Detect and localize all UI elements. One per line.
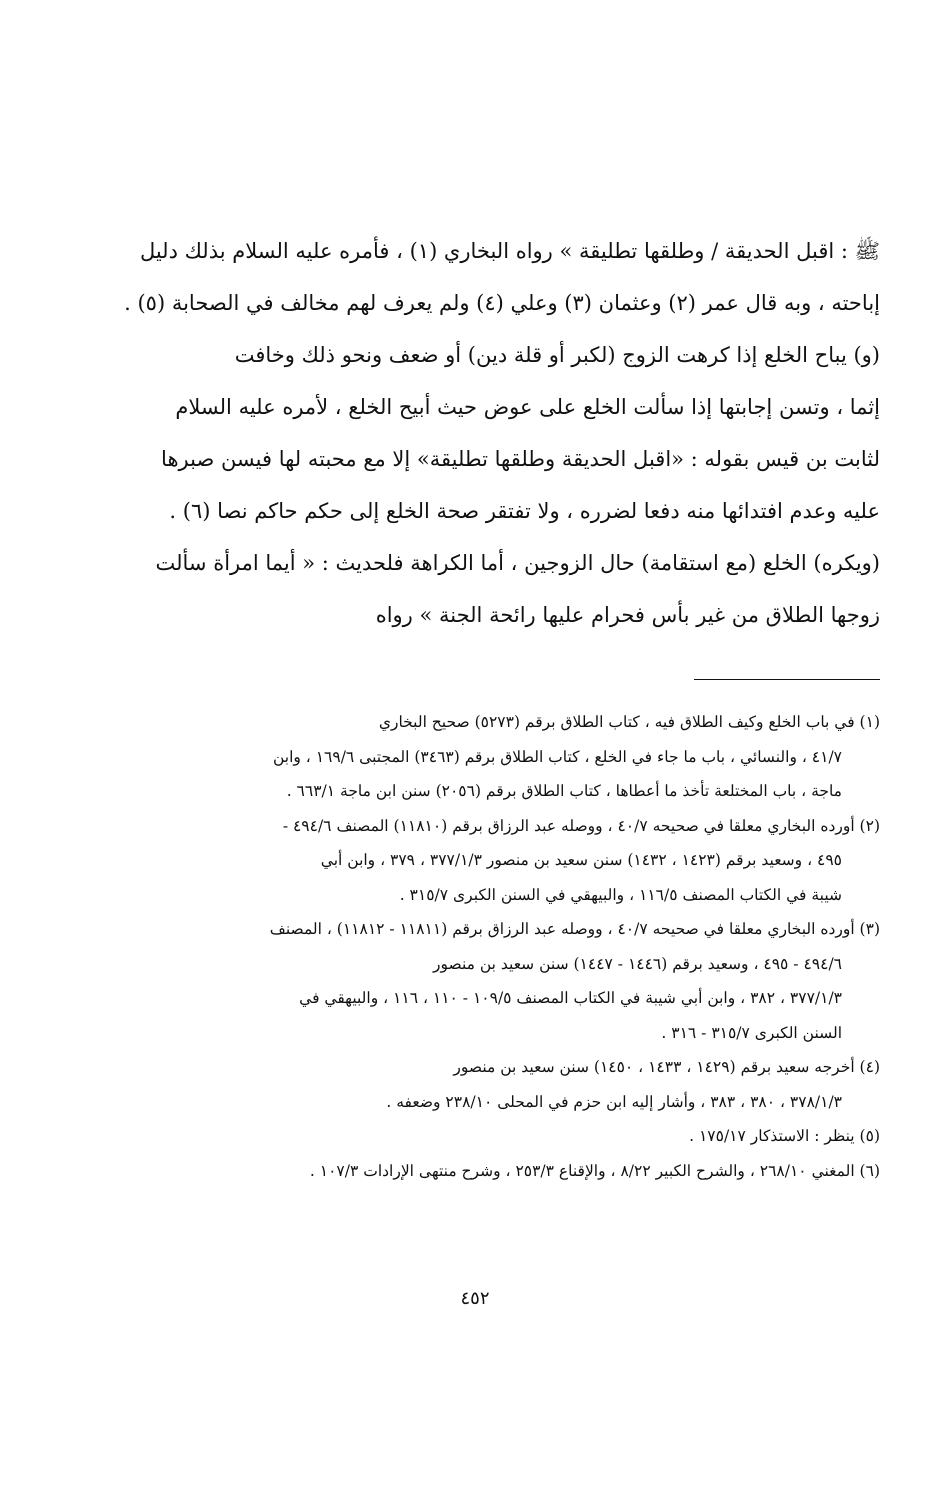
footnote-line: ٤١/٧ ، والنسائي ، باب ما جاء في الخلع ، كتاب الطلاق برقم (٣٤٦٣) المجتبى ١٦٩/٦ ، وابن	[272, 747, 842, 766]
footnote-line: ٣٧٧/١/٣ ، ٣٨٢ ، وابن أبي شيبة في الكتاب المصنف ١٠٩/٥ - ١١٠ ، ١١٦ ، والبيهقي في	[299, 989, 842, 1007]
main-line-3: (و) يباح الخلع إذا كرهت الزوج (لكبر أو قلة دين) أو ضعف ونحو ذلك وخافت	[234, 343, 880, 367]
footnote-4	[68, 1050, 880, 1119]
footnote-6	[68, 1154, 880, 1189]
footnote-separator	[694, 679, 880, 680]
footnote-line: شيبة في الكتاب المصنف ١١٦/٥ ، والبيهقي في السنن الكبرى ٣١٥/٧ .	[399, 885, 842, 904]
footnote-2	[68, 809, 880, 913]
main-line-1: ﷺ : اقبل الحديقة / وطلقها تطليقة » رواه البخاري (١) ، فأمره عليه السلام بذلك دليل	[139, 239, 880, 263]
footnote-line: (٤) أخرجه سعيد برقم (١٤٢٩ ، ١٤٣٣ ، ١٤٥٠) سنن سعيد بن منصور	[453, 1058, 880, 1076]
footnotes	[68, 705, 880, 1188]
footnote-line: (٣) أورده البخاري معلقا في صحيحه ٤٠/٧ ، ووصله عبد الرزاق برقم (١١٨١١ - ١١٨١٢) ، المصنف	[269, 920, 880, 938]
main-line-4: إثما ، وتسن إجابتها إذا سألت الخلع على عوض حيث أبيح الخلع ، لأمره عليه السلام	[175, 395, 880, 419]
footnote-5	[68, 1119, 880, 1154]
footnote-1	[68, 705, 880, 809]
footnote-line: ٤٩٤/٦ - ٤٩٥ ، وسعيد برقم (١٤٤٦ - ١٤٤٧) سنن سعيد بن منصور	[433, 954, 842, 973]
page-content	[68, 225, 880, 1180]
main-line-8: زوجها الطلاق من غير بأس فحرام عليها رائحة الجنة » رواه	[375, 603, 880, 627]
footnote-line: (١) في باب الخلع وكيف الطلاق فيه ، كتاب الطلاق برقم (٥٢٧٣) صحيح البخاري	[378, 713, 880, 731]
footnote-line: ٣٧٨/١/٣ ، ٣٨٠ ، ٣٨٣ ، وأشار إليه ابن حزم في المحلى ٢٣٨/١٠ وضعفه .	[386, 1092, 842, 1111]
main-line-5: لثابت بن قيس بقوله : «اقبل الحديقة وطلقها تطليقة» إلا مع محبته لها فيسن صبرها	[161, 447, 880, 471]
footnote-line: السنن الكبرى ٣١٥/٧ - ٣١٦ .	[661, 1023, 842, 1042]
main-line-2: إباحته ، وبه قال عمر (٢) وعثمان (٣) وعلي (٤) ولم يعرف لهم مخالف في الصحابة (٥) .	[124, 291, 880, 315]
main-line-7: (ويكره) الخلع (مع استقامة) حال الزوجين ، أما الكراهة فلحديث : « أيما امرأة سألت	[155, 551, 880, 575]
main-line-6: عليه وعدم افتدائها منه دفعا لضرره ، ولا تفتقر صحة الخلع إلى حكم حاكم نصا (٦) .	[169, 499, 880, 523]
main-paragraph	[68, 225, 880, 641]
footnote-line: (٢) أورده البخاري معلقا في صحيحه ٤٠/٧ ، ووصله عبد الرزاق برقم (١١٨١٠) المصنف ٤٩٤/٦ -	[282, 816, 880, 835]
footnote-line: (٥) ينظر : الاستذكار ١٧٥/١٧ .	[689, 1127, 880, 1145]
footnote-line: ٤٩٥ ، وسعيد برقم (١٤٢٣ ، ١٤٣٢) سنن سعيد بن منصور ٣٧٧/١/٣ ، ٣٧٩ ، وابن أبي	[320, 851, 842, 869]
footnote-line: (٦) المغني ٢٦٨/١٠ ، والشرح الكبير ٨/٢٢ ، والإقناع ٢٥٣/٣ ، وشرح منتهى الإرادات ١٠٧/٣ .	[309, 1161, 880, 1180]
footnote-line: ماجة ، باب المختلعة تأخذ ما أعطاها ، كتاب الطلاق برقم (٢٠٥٦) سنن ابن ماجة ٦٦٣/١ .	[286, 782, 842, 800]
page-number: ٤٥٢	[460, 1288, 490, 1309]
footnote-3	[68, 912, 880, 1050]
main-text	[68, 225, 880, 641]
